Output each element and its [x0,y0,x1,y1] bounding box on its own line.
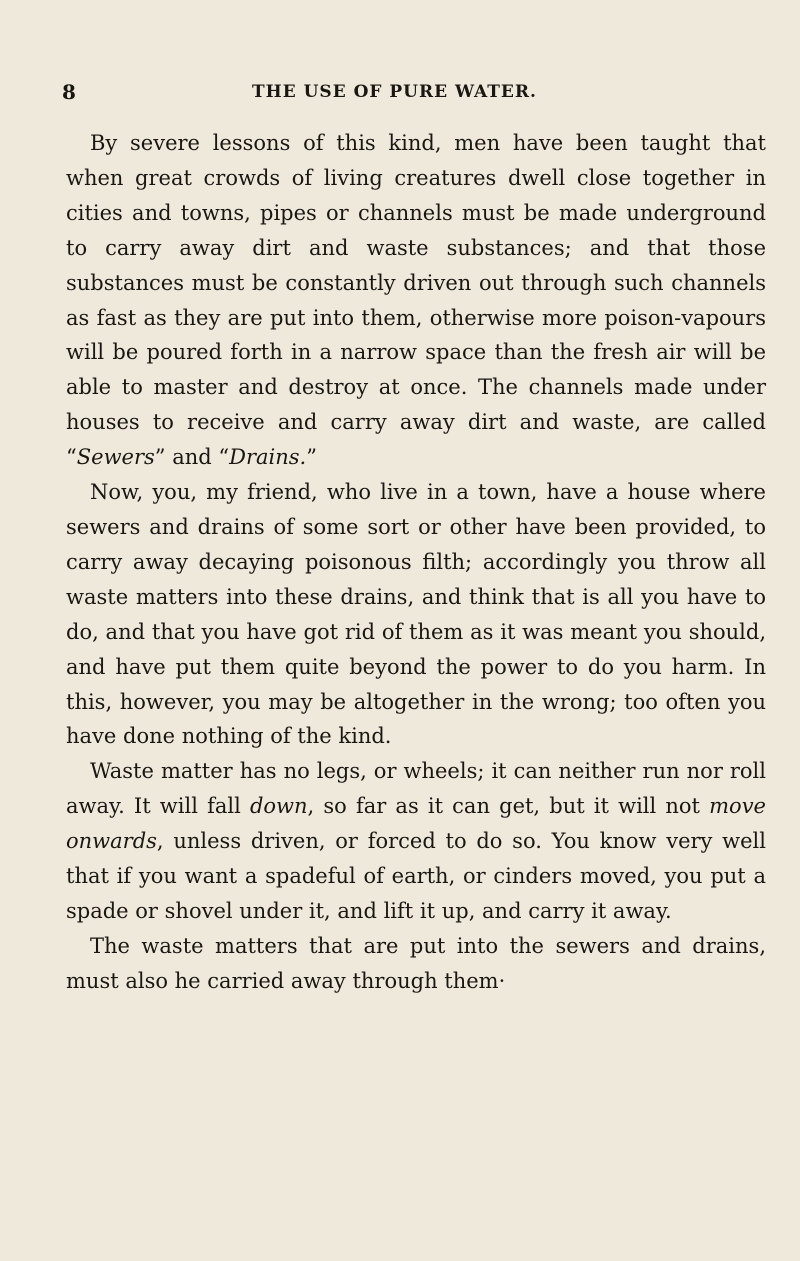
italic-run: Sewers [76,445,155,470]
paragraph [66,929,766,999]
body-text [66,126,766,999]
paragraph [66,126,766,475]
text-run: , unless driven, or forced to do so. You know very well that if you want a spadeful of earth, or cinders moved, you put a spade or shovel under it, and lift it up, and carry it away. [66,829,766,923]
text-run: ” and “ [154,445,230,470]
text-run: By severe lessons of this kind, men have been taught that when great crowds of living creatures dwell close together in cities and towns, pipes or channels must be made underground to carry away dirt and waste substances; and that those substances must be constantly driven out through such channels as fast as they are put into them, otherwise more poison-vapours will be poured forth in a narrow space than the fresh air will be able to master and destroy at once. The channels made under houses to receive and carry away dirt and waste, are called “ [66,131,766,470]
text-run: Waste matter has no legs, or wheels; it can neither run nor roll away. It will fall [66,759,766,819]
paragraph [66,475,766,754]
running-head [62,80,766,110]
italic-run: move onwards [66,794,766,854]
paragraph [66,754,766,929]
text-run: Now, you, my friend, who live in a town, have a house where sewers and drains of some sort or other have been provided, to carry away decaying poisonous filth; accordingly you throw all waste matters into these drains, and think that is all you have to do, and that you have got rid of them as it was meant you should, and have put them quite beyond the power to do you harm. In this, however, you may be altogether in the wrong; too often you have done nothing of the kind. [66,480,766,749]
page-number: 8 [62,80,77,104]
text-run: The waste matters that are put into the sewers and drains, must also he carried away through them· [66,933,766,993]
italic-run: down [249,794,308,819]
italic-run: Drains. [229,445,307,470]
text-run: , so far as it can get, but it will not [307,794,710,819]
text-run: ” [306,445,317,470]
running-title: THE USE OF PURE WATER. [252,82,537,102]
